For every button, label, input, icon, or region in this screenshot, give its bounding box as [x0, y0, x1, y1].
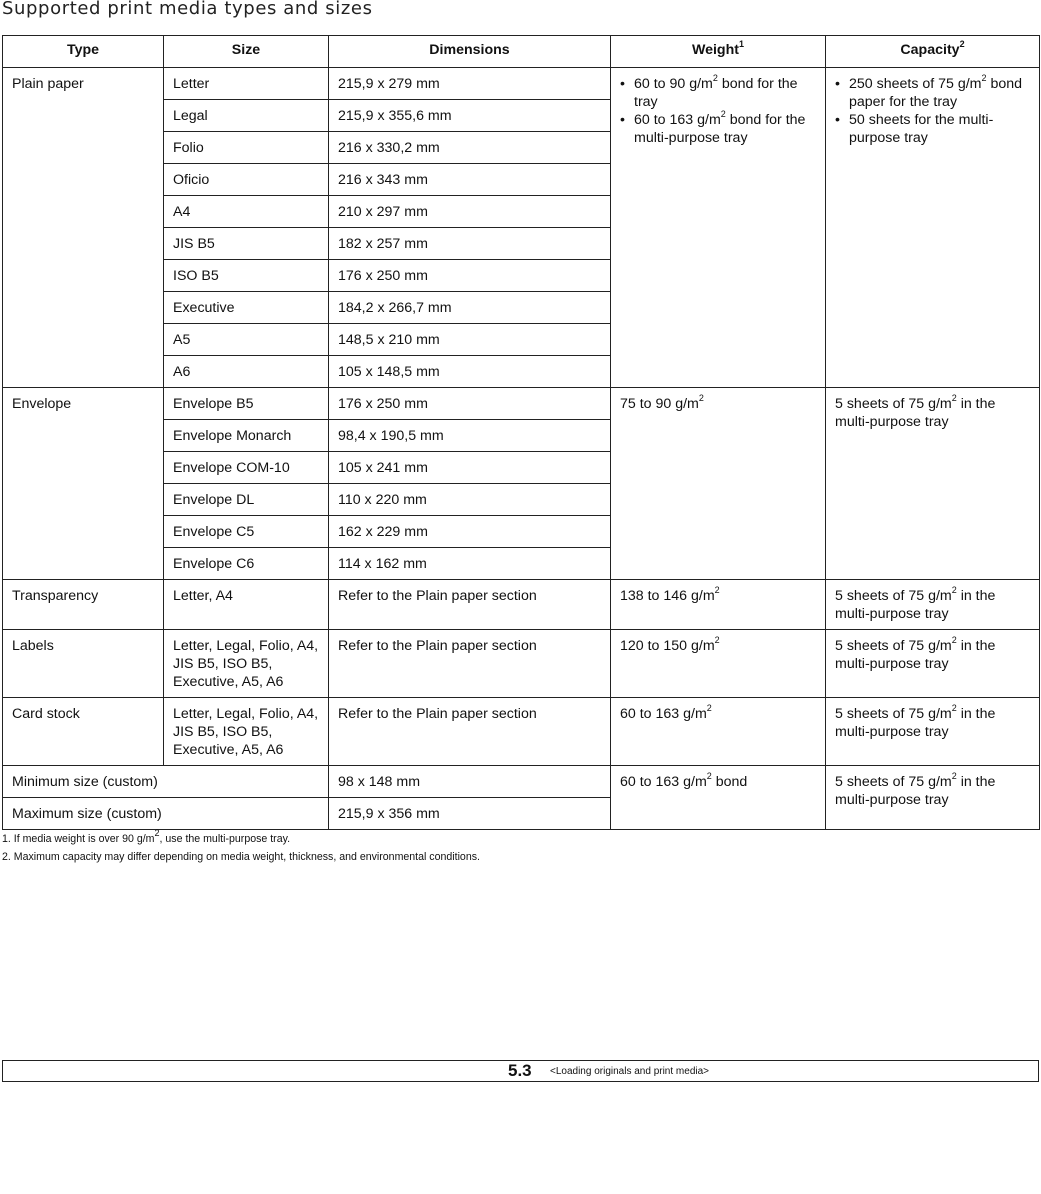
table-row [3, 630, 1040, 698]
capacity-card-stock: 5 sheets of 75 $g/m^2$ in the multi-purpose tray [826, 698, 1040, 766]
table-row [3, 766, 1040, 798]
size-cell: Letter, A4 [164, 580, 329, 630]
footnote-2: 2. Maximum capacity may differ depending on media weight, thickness, and environmental conditions. [2, 851, 480, 863]
dimensions-cell: 176 x 250 mm [329, 260, 611, 292]
capacity-custom: 5 sheets of 75 $g/m^2$ in the multi-purpose tray [826, 766, 1040, 830]
table-row [3, 388, 1040, 420]
size-cell: Oficio [164, 164, 329, 196]
header-weight: Weight$^1$ [611, 36, 826, 68]
weight-transparency: 138 to 146 $g/m^2$ [611, 580, 826, 630]
header-type: Type [3, 36, 164, 68]
dimensions-cell: 215,9 x 279 mm [329, 68, 611, 100]
weight-card-stock: 60 to 163 $g/m^2$ [611, 698, 826, 766]
header-capacity: Capacity$^2$ [826, 36, 1040, 68]
size-cell: JIS B5 [164, 228, 329, 260]
size-cell: Folio [164, 132, 329, 164]
dimensions-cell: Refer to the Plain paper section [329, 698, 611, 766]
dimensions-cell: 98,4 x 190,5 mm [329, 420, 611, 452]
size-cell: Executive [164, 292, 329, 324]
table-row [3, 580, 1040, 630]
size-cell: Envelope DL [164, 484, 329, 516]
dimensions-cell: 210 x 297 mm [329, 196, 611, 228]
footnote-1: 1. If media weight is over 90 $g/m^2$, use the multi-purpose tray. [2, 828, 291, 845]
dimensions-cell: 105 x 148,5 mm [329, 356, 611, 388]
capacity-transparency: 5 sheets of 75 $g/m^2$ in the multi-purpose tray [826, 580, 1040, 630]
footnotes [2, 830, 480, 866]
dimensions-cell: 216 x 330,2 mm [329, 132, 611, 164]
size-cell: ISO B5 [164, 260, 329, 292]
min-size-label: Minimum size (custom) [3, 766, 329, 798]
footnote-ref-1: 1 [739, 39, 745, 50]
page-number: 5.3 [508, 1061, 532, 1080]
dimensions-cell: 184,2 x 266,7 mm [329, 292, 611, 324]
weight-labels: 120 to 150 $g/m^2$ [611, 630, 826, 698]
section-title: <Loading originals and print media> [550, 1066, 709, 1077]
dimensions-cell: 215,9 x 355,6 mm [329, 100, 611, 132]
type-labels: Labels [3, 630, 164, 698]
type-envelope: Envelope [3, 388, 164, 580]
dimensions-cell: 105 x 241 mm [329, 452, 611, 484]
weight-custom: 60 to 163 $g/m^2$ bond [611, 766, 826, 830]
size-cell: Envelope B5 [164, 388, 329, 420]
table-row [3, 698, 1040, 766]
size-cell: Envelope C5 [164, 516, 329, 548]
dimensions-cell: 148,5 x 210 mm [329, 324, 611, 356]
dimensions-cell: 182 x 257 mm [329, 228, 611, 260]
size-cell: Letter [164, 68, 329, 100]
size-cell: Letter, Legal, Folio, A4, JIS B5, ISO B5, Executive, A5, A6 [164, 630, 329, 698]
dimensions-cell: 98 x 148 mm [329, 766, 611, 798]
dimensions-cell: 215,9 x 356 mm [329, 798, 611, 830]
header-row [3, 36, 1040, 68]
table-row [3, 68, 1040, 100]
footnote-ref-2: 2 [959, 39, 965, 50]
size-cell: Envelope Monarch [164, 420, 329, 452]
capacity-envelope: 5 sheets of 75 $g/m^2$ in the multi-purpose tray [826, 388, 1040, 580]
weight-plain-paper: • 60 to 90 $g/m^2$ bond for the tray • 60 to 163 $g/m^2$ bond for the multi-purpose tray [611, 68, 826, 388]
capacity-labels: 5 sheets of 75 $g/m^2$ in the multi-purpose tray [826, 630, 1040, 698]
type-plain-paper: Plain paper [3, 68, 164, 388]
page-title: Supported print media types and sizes [2, 0, 373, 19]
type-transparency: Transparency [3, 580, 164, 630]
size-cell: Envelope C6 [164, 548, 329, 580]
size-cell: Envelope COM-10 [164, 452, 329, 484]
type-card-stock: Card stock [3, 698, 164, 766]
max-size-label: Maximum size (custom) [3, 798, 329, 830]
page-footer [2, 1060, 1039, 1082]
media-table [2, 35, 1040, 830]
dimensions-cell: Refer to the Plain paper section [329, 630, 611, 698]
header-size: Size [164, 36, 329, 68]
dimensions-cell: Refer to the Plain paper section [329, 580, 611, 630]
size-cell: Legal [164, 100, 329, 132]
size-cell: A6 [164, 356, 329, 388]
size-cell: A5 [164, 324, 329, 356]
dimensions-cell: 216 x 343 mm [329, 164, 611, 196]
header-dimensions: Dimensions [329, 36, 611, 68]
capacity-plain-paper: • 250 sheets of 75 $g/m^2$ bond paper for the tray • 50 sheets for the multi-purpose tray [826, 68, 1040, 388]
size-cell: A4 [164, 196, 329, 228]
dimensions-cell: 114 x 162 mm [329, 548, 611, 580]
weight-envelope: 75 to 90 $g/m^2$ [611, 388, 826, 580]
size-cell: Letter, Legal, Folio, A4, JIS B5, ISO B5, Executive, A5, A6 [164, 698, 329, 766]
dimensions-cell: 110 x 220 mm [329, 484, 611, 516]
dimensions-cell: 176 x 250 mm [329, 388, 611, 420]
dimensions-cell: 162 x 229 mm [329, 516, 611, 548]
